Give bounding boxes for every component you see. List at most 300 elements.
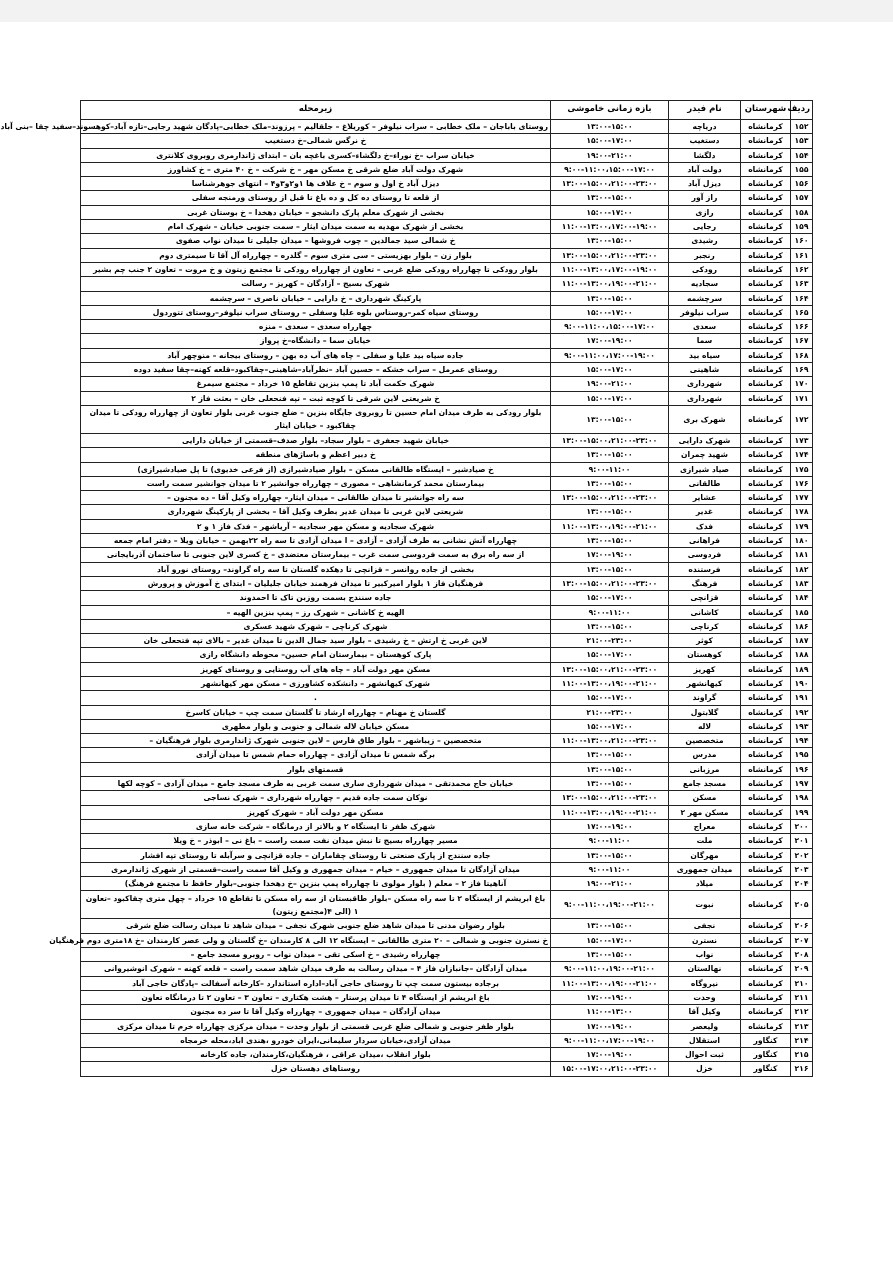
- city-cell: کرمانشاه: [741, 562, 791, 576]
- row-number-cell: ۱۹۶: [791, 762, 813, 776]
- city-cell: کرمانشاه: [741, 819, 791, 833]
- feeder-name-cell: سراب نیلوفر: [669, 305, 741, 319]
- table-row: [81, 948, 813, 962]
- table-row: [81, 634, 813, 648]
- outage-time-cell: ۱۳:۰۰-۱۵:۰۰،۲۱:۰۰-۲۳:۰۰: [551, 248, 669, 262]
- outage-time-cell: ۱۳:۰۰-۱۵:۰۰: [551, 405, 669, 433]
- row-number-cell: ۲۱۴: [791, 1033, 813, 1047]
- neighborhood-cell: بلوار انقلاب ،میدان عراقی ، فرهنگیان،کارمندان، جاده کارخانه: [81, 1048, 551, 1062]
- feeder-name-cell: کوثر: [669, 634, 741, 648]
- feeder-name-cell: گراوند: [669, 691, 741, 705]
- table-row: [81, 476, 813, 490]
- row-number-cell: ۲۰۷: [791, 933, 813, 947]
- feeder-name-cell: سیاه بید: [669, 348, 741, 362]
- row-number-cell: ۱۸۱: [791, 548, 813, 562]
- row-number-cell: ۱۶۷: [791, 334, 813, 348]
- feeder-name-cell: معراج: [669, 819, 741, 833]
- feeder-name-cell: قزانچی: [669, 591, 741, 605]
- city-cell: کرمانشاه: [741, 277, 791, 291]
- feeder-name-cell: شهرداری: [669, 391, 741, 405]
- feeder-name-cell: دولت آباد: [669, 162, 741, 176]
- neighborhood-cell: خ شریعتی لاین شرقی تا کوچه ثبت – تپه فنحعلی خان – بعثت فاز ۲: [81, 391, 551, 405]
- neighborhood-cell: پارک کوهستان – بیمارستان امام حسین– محوطه دانشگاه رازی: [81, 648, 551, 662]
- table-row: [81, 120, 813, 134]
- city-cell: کرمانشاه: [741, 862, 791, 876]
- row-number-cell: ۱۸۹: [791, 662, 813, 676]
- neighborhood-cell: بلوار رضوان مدنی تا میدان شاهد ضلع جنوبی شهرک نجفی – میدان شاهد تا میدان رسالت ضلع شرقی: [81, 919, 551, 933]
- city-cell: کرمانشاه: [741, 791, 791, 805]
- neighborhood-cell: شهرک کیهانشهر – دانشکده کشاورزی – مسکن مهر کیهانشهر: [81, 676, 551, 690]
- row-number-cell: ۱۶۰: [791, 234, 813, 248]
- city-cell: کرمانشاه: [741, 762, 791, 776]
- table-row: [81, 462, 813, 476]
- feeder-name-cell: کاشانی: [669, 605, 741, 619]
- neighborhood-cell: از سه راه برق به سمت فردوسی سمت غرب – بیمارستان معتضدی – خ کسری لاین جنوبی تا ساختمان آذربایجانی: [81, 548, 551, 562]
- neighborhood-cell: شهرک ظفر تا ایستگاه ۲ و بالاتر از درمانگاه – شرکت خانه سازی: [81, 819, 551, 833]
- header-city: شهرستان: [741, 101, 791, 120]
- table-row: [81, 605, 813, 619]
- row-number-cell: ۱۵۵: [791, 162, 813, 176]
- outage-time-cell: ۱۳:۰۰-۱۵:۰۰: [551, 120, 669, 134]
- header-row-number: ردیف: [791, 101, 813, 120]
- row-number-cell: ۱۶۹: [791, 363, 813, 377]
- city-cell: کرمانشاه: [741, 805, 791, 819]
- table-row: [81, 534, 813, 548]
- feeder-name-cell: مسکن مهر ۲: [669, 805, 741, 819]
- table-row: [81, 134, 813, 148]
- city-cell: کرمانشاه: [741, 676, 791, 690]
- table-header-row: [81, 101, 813, 120]
- neighborhood-cell: میدان آزادگان – میدان جمهوری – چهارراه وکیل آقا تا سر ده مجنون: [81, 1005, 551, 1019]
- neighborhood-cell: روستاهای دهستان خزل: [81, 1062, 551, 1076]
- city-cell: کرمانشاه: [741, 748, 791, 762]
- city-cell: کرمانشاه: [741, 248, 791, 262]
- city-cell: کرمانشاه: [741, 734, 791, 748]
- feeder-name-cell: رنجبر: [669, 248, 741, 262]
- outage-time-cell: ۱۱:۰۰-۱۳:۰۰،۱۷:۰۰-۱۹:۰۰: [551, 262, 669, 276]
- table-row: [81, 591, 813, 605]
- table-row: [81, 334, 813, 348]
- table-row: [81, 834, 813, 848]
- neighborhood-cell: بلوار زن – بلوار بهزیستی – سی متری سوم – گلدره – چهارراه آل آقا تا سیمتری دوم: [81, 248, 551, 262]
- feeder-name-cell: متخصصین: [669, 734, 741, 748]
- row-number-cell: ۱۷۸: [791, 505, 813, 519]
- outage-time-cell: ۱۵:۰۰-۱۷:۰۰: [551, 391, 669, 405]
- feeder-name-cell: رازی: [669, 205, 741, 219]
- outage-time-cell: ۱۵:۰۰-۱۷:۰۰: [551, 134, 669, 148]
- neighborhood-cell: مسکن مهر دولت آباد – چاه های آب روستایی و روستای کهریز: [81, 662, 551, 676]
- neighborhood-cell: مسکن مهر دولت آباد – شهرک کهریز: [81, 805, 551, 819]
- feeder-name-cell: مسجد جامع: [669, 777, 741, 791]
- feeder-name-cell: صیاد شیرازی: [669, 462, 741, 476]
- row-number-cell: ۱۶۵: [791, 305, 813, 319]
- row-number-cell: ۲۱۱: [791, 990, 813, 1004]
- outage-time-cell: ۱۹:۰۰-۲۱:۰۰: [551, 877, 669, 891]
- table-row: [81, 676, 813, 690]
- feeder-name-cell: خزل: [669, 1062, 741, 1076]
- table-row: [81, 719, 813, 733]
- feeder-name-cell: راز آور: [669, 191, 741, 205]
- neighborhood-cell: شهرک کرناچی – شهرک شهید عسکری: [81, 619, 551, 633]
- feeder-name-cell: نهالستان: [669, 962, 741, 976]
- outage-time-cell: ۹:۰۰-۱۱:۰۰،۱۵:۰۰-۱۷:۰۰: [551, 320, 669, 334]
- outage-time-cell: ۱۳:۰۰-۱۵:۰۰: [551, 291, 669, 305]
- row-number-cell: ۱۷۹: [791, 519, 813, 533]
- outage-time-cell: ۱۳:۰۰-۱۵:۰۰،۲۱:۰۰-۲۳:۰۰: [551, 177, 669, 191]
- city-cell: کرمانشاه: [741, 648, 791, 662]
- neighborhood-cell: جاده سنندج از پارک صنعتی تا روستای چقاماران – جاده قزانچی و سرآبله تا روستای تپه افشار: [81, 848, 551, 862]
- outage-time-cell: ۱۳:۰۰-۱۵:۰۰: [551, 505, 669, 519]
- table-row: [81, 748, 813, 762]
- outage-time-cell: ۱۷:۰۰-۱۹:۰۰: [551, 819, 669, 833]
- city-cell: کرمانشاه: [741, 534, 791, 548]
- outage-time-cell: ۱۱:۰۰-۱۳:۰۰،۱۹:۰۰-۲۱:۰۰: [551, 805, 669, 819]
- outage-time-cell: ۹:۰۰-۱۱:۰۰،۱۹:۰۰-۲۱:۰۰: [551, 891, 669, 919]
- city-cell: کرمانشاه: [741, 120, 791, 134]
- outage-time-cell: ۹:۰۰-۱۱:۰۰: [551, 834, 669, 848]
- city-cell: کرمانشاه: [741, 162, 791, 176]
- row-number-cell: ۱۵۳: [791, 134, 813, 148]
- row-number-cell: ۱۸۳: [791, 576, 813, 590]
- neighborhood-cell: شهرک سجادیه و مسکن مهر سجادیه – آریاشهر – فدک فاز ۱ و ۲: [81, 519, 551, 533]
- row-number-cell: ۲۰۵: [791, 891, 813, 919]
- city-cell: کرمانشاه: [741, 291, 791, 305]
- city-cell: کرمانشاه: [741, 848, 791, 862]
- city-cell: کرمانشاه: [741, 634, 791, 648]
- table-row: [81, 691, 813, 705]
- neighborhood-cell: روستای سیاه کمر–روستاس بلوه علیا وسفلی – روستای سراب نیلوفر–روستای تتوردول: [81, 305, 551, 319]
- city-cell: کرمانشاه: [741, 405, 791, 433]
- outage-time-cell: ۱۱:۰۰-۱۳:۰۰،۱۹:۰۰-۲۱:۰۰: [551, 676, 669, 690]
- feeder-name-cell: میدان جمهوری: [669, 862, 741, 876]
- feeder-name-cell: سجادیه: [669, 277, 741, 291]
- city-cell: کنگاور: [741, 1062, 791, 1076]
- feeder-name-cell: فدک: [669, 519, 741, 533]
- feeder-name-cell: دلگشا: [669, 148, 741, 162]
- table-row: [81, 1005, 813, 1019]
- city-cell: کرمانشاه: [741, 919, 791, 933]
- neighborhood-cell: فرهنگیان فاز ۱ بلوار امیرکبیر تا میدان فرهمند خیابان جلیلیان – ابتدای خ آموزش و پرورش: [81, 576, 551, 590]
- table-row: [81, 576, 813, 590]
- city-cell: کرمانشاه: [741, 719, 791, 733]
- neighborhood-cell: روستای عمرمل – سراب خشکه – حسین آباد –نظرآباد–شاهینی–چقاکبود–قلعه کهنه–چقا سفید دوده: [81, 363, 551, 377]
- row-number-cell: ۱۸۲: [791, 562, 813, 576]
- city-cell: کرمانشاه: [741, 777, 791, 791]
- neighborhood-cell: سه راه جوانشیر تا میدان طالقانی – میدان ایثار– چهارراه وکیل آقا – ده مجنون –: [81, 491, 551, 505]
- table-row: [81, 1033, 813, 1047]
- row-number-cell: ۱۸۵: [791, 605, 813, 619]
- row-number-cell: ۱۵۸: [791, 205, 813, 219]
- feeder-name-cell: میلاد: [669, 877, 741, 891]
- row-number-cell: ۱۷۵: [791, 462, 813, 476]
- outage-time-cell: ۱۳:۰۰-۱۵:۰۰: [551, 562, 669, 576]
- table-row: [81, 1019, 813, 1033]
- outage-time-cell: ۹:۰۰-۱۱:۰۰،۱۷:۰۰-۱۹:۰۰: [551, 348, 669, 362]
- city-cell: کرمانشاه: [741, 205, 791, 219]
- table-row: [81, 648, 813, 662]
- feeder-name-cell: ثبت احوال: [669, 1048, 741, 1062]
- row-number-cell: ۱۶۲: [791, 262, 813, 276]
- feeder-name-cell: وکیل آقا: [669, 1005, 741, 1019]
- outage-time-cell: ۱۷:۰۰-۱۹:۰۰: [551, 548, 669, 562]
- row-number-cell: ۲۰۹: [791, 962, 813, 976]
- city-cell: کرمانشاه: [741, 1005, 791, 1019]
- neighborhood-cell: گلستان خ مهنام – چهارراه ارشاد تا گلستان سمت چپ – خیابان کاسرخ: [81, 705, 551, 719]
- city-cell: کرمانشاه: [741, 320, 791, 334]
- table-row: [81, 962, 813, 976]
- row-number-cell: ۱۵۹: [791, 220, 813, 234]
- row-number-cell: ۲۱۵: [791, 1048, 813, 1062]
- neighborhood-cell: شهرک حکمت آباد تا پمپ بنزین تقاطع ۱۵ خرداد – مجتمع سیمرغ: [81, 377, 551, 391]
- table-row: [81, 405, 813, 433]
- row-number-cell: ۱۵۲: [791, 120, 813, 134]
- neighborhood-cell: میدان آزادی،خیابان سردار سلیمانی،ایران خودرو ،هندی اباد،محله خرمجاه: [81, 1033, 551, 1047]
- feeder-name-cell: عشایر: [669, 491, 741, 505]
- table-row: [81, 933, 813, 947]
- outage-time-cell: ۹:۰۰-۱۱:۰۰: [551, 462, 669, 476]
- city-cell: کرمانشاه: [741, 462, 791, 476]
- row-number-cell: ۲۰۱: [791, 834, 813, 848]
- table-row: [81, 377, 813, 391]
- row-number-cell: ۲۰۶: [791, 919, 813, 933]
- row-number-cell: ۱۹۰: [791, 676, 813, 690]
- table-row: [81, 491, 813, 505]
- city-cell: کرمانشاه: [741, 548, 791, 562]
- neighborhood-cell: میدان آزادگان –جانبازان فاز ۴ – میدان رسالت به طرف میدان شاهد سمت راست – قلعه کهنه – شهرک انوشیروانی: [81, 962, 551, 976]
- feeder-name-cell: کهریز: [669, 662, 741, 676]
- table-row: [81, 177, 813, 191]
- neighborhood-cell: آناهیتا فاز ۲ – معلم ( بلوار مولوی تا چهارراه پمپ بنزین –خ دهخدا جنوبی–بلوار حافظ تا مجتمع فرهنگ): [81, 877, 551, 891]
- feeder-name-cell: مهرگان: [669, 848, 741, 862]
- table-row: [81, 162, 813, 176]
- city-cell: کرمانشاه: [741, 505, 791, 519]
- neighborhood-cell: .: [81, 691, 551, 705]
- feeder-name-cell: طالقانی: [669, 476, 741, 490]
- city-cell: کرمانشاه: [741, 691, 791, 705]
- row-number-cell: ۱۸۶: [791, 619, 813, 633]
- city-cell: کرمانشاه: [741, 990, 791, 1004]
- neighborhood-cell: چهارراه سعدی – سعدی – منزه: [81, 320, 551, 334]
- neighborhood-cell: روستای باباجان – ملک خطابی – سراب نیلوفر – کوریلاغ – جلقالیم – پرزوند–ملک خطابی–پادگان شهید رجایی–تازه آباد–کوهسوند–سفید چقا –بنی آباد: [81, 120, 551, 134]
- row-number-cell: ۱۵۴: [791, 148, 813, 162]
- row-number-cell: ۱۶۸: [791, 348, 813, 362]
- feeder-name-cell: دستغیب: [669, 134, 741, 148]
- row-number-cell: ۱۹۷: [791, 777, 813, 791]
- feeder-name-cell: سرچشمه: [669, 291, 741, 305]
- city-cell: کرمانشاه: [741, 377, 791, 391]
- outage-time-cell: ۱۱:۰۰-۱۳:۰۰،۱۷:۰۰-۱۹:۰۰: [551, 220, 669, 234]
- city-cell: کرمانشاه: [741, 348, 791, 362]
- feeder-name-cell: گلابتول: [669, 705, 741, 719]
- feeder-name-cell: مدرس: [669, 748, 741, 762]
- city-cell: کرمانشاه: [741, 962, 791, 976]
- outage-time-cell: ۱۳:۰۰-۱۵:۰۰: [551, 848, 669, 862]
- neighborhood-cell: برجاده بیستون سمت چپ تا روستای حاجی آباد–اداره استاندارد –کارخانه آسفالت –پادگان حاجی آباد: [81, 976, 551, 990]
- feeder-name-cell: شهید چمران: [669, 448, 741, 462]
- row-number-cell: ۲۰۰: [791, 819, 813, 833]
- neighborhood-cell: برگه شمس تا میدان آزادی – چهارراه حمام شمس تا میدان آزادی: [81, 748, 551, 762]
- neighborhood-cell: بلوار رودکی تا چهارراه رودکی ضلع غربی – تعاون از چهارراه رودکی تا مجتمع زیتون و خ مروت – تعاون ۲ جنب چم بشیر: [81, 262, 551, 276]
- row-number-cell: ۱۷۷: [791, 491, 813, 505]
- city-cell: کرمانشاه: [741, 177, 791, 191]
- outage-time-cell: ۱۳:۰۰-۱۵:۰۰: [551, 191, 669, 205]
- neighborhood-cell: شهرک بسیج – آزادگان – کهریز – رسالت: [81, 277, 551, 291]
- feeder-name-cell: ولیعصر: [669, 1019, 741, 1033]
- neighborhood-cell: باغ ابریشم از ایستگاه ۲ تا سه راه مسکن –بلوار طاقبستان از سه راه مسکن تا تقاطع ۱۵ خرداد – چهل متری چقاکبود –تعاون ۱ (الی ۴(مجتمع زیتون): [81, 891, 551, 919]
- row-number-cell: ۲۰۳: [791, 862, 813, 876]
- table-row: [81, 391, 813, 405]
- feeder-name-cell: سما: [669, 334, 741, 348]
- table-row: [81, 990, 813, 1004]
- feeder-name-cell: کرناچی: [669, 619, 741, 633]
- city-cell: کرمانشاه: [741, 933, 791, 947]
- neighborhood-cell: مسیر چهارراه بسیج تا نبش میدان نفت سمت راست – باغ نی – ابوذر – خ ویلا: [81, 834, 551, 848]
- table-row: [81, 519, 813, 533]
- row-number-cell: ۱۷۳: [791, 433, 813, 447]
- feeder-name-cell: نواب: [669, 948, 741, 962]
- table-row: [81, 734, 813, 748]
- feeder-name-cell: دیزل آباد: [669, 177, 741, 191]
- table-body: [0, 120, 813, 1077]
- outage-time-cell: ۱۳:۰۰-۱۵:۰۰،۲۱:۰۰-۲۳:۰۰: [551, 791, 669, 805]
- outage-time-cell: ۱۱:۰۰-۱۳:۰۰،۱۹:۰۰-۲۱:۰۰: [551, 976, 669, 990]
- table-row: [81, 291, 813, 305]
- feeder-name-cell: رجایی: [669, 220, 741, 234]
- outage-time-cell: ۹:۰۰-۱۱:۰۰،۱۵:۰۰-۱۷:۰۰: [551, 162, 669, 176]
- table-row: [81, 548, 813, 562]
- feeder-name-cell: فراهانی: [669, 534, 741, 548]
- table-row: [81, 433, 813, 447]
- city-cell: کرمانشاه: [741, 491, 791, 505]
- outage-time-cell: ۱۳:۰۰-۱۵:۰۰،۲۱:۰۰-۲۳:۰۰: [551, 576, 669, 590]
- neighborhood-cell: چهارراه رشیدی – خ اسکی تقی – میدان نواب – روبرو مسجد جامع –: [81, 948, 551, 962]
- city-cell: کرمانشاه: [741, 576, 791, 590]
- header-feeder-name: نام فیدر: [669, 101, 741, 120]
- row-number-cell: ۱۵۷: [791, 191, 813, 205]
- outage-time-cell: ۱۳:۰۰-۱۵:۰۰: [551, 748, 669, 762]
- row-number-cell: ۱۸۰: [791, 534, 813, 548]
- feeder-name-cell: مسکن: [669, 791, 741, 805]
- city-cell: کنگاور: [741, 1033, 791, 1047]
- outage-time-cell: ۱۵:۰۰-۱۷:۰۰: [551, 363, 669, 377]
- outage-time-cell: ۱۳:۰۰-۱۵:۰۰: [551, 448, 669, 462]
- feeder-name-cell: کیهانشهر: [669, 676, 741, 690]
- feeder-name-cell: نسترن: [669, 933, 741, 947]
- feeder-name-cell: فرستنده: [669, 562, 741, 576]
- feeder-name-cell: مرزبانی: [669, 762, 741, 776]
- outage-time-cell: ۱۳:۰۰-۱۵:۰۰: [551, 948, 669, 962]
- feeder-name-cell: شهرک بری: [669, 405, 741, 433]
- outage-time-cell: ۹:۰۰-۱۱:۰۰،۱۷:۰۰-۱۹:۰۰: [551, 1033, 669, 1047]
- row-number-cell: ۱۹۴: [791, 734, 813, 748]
- feeder-name-cell: غدیر: [669, 505, 741, 519]
- table-row: [81, 805, 813, 819]
- outage-time-cell: ۱۱:۰۰-۱۳:۰۰،۱۹:۰۰-۲۱:۰۰: [551, 277, 669, 291]
- header-neighborhood: زیرمحله: [81, 101, 551, 120]
- table-row: [81, 234, 813, 248]
- row-number-cell: ۱۷۰: [791, 377, 813, 391]
- outage-time-cell: ۱۵:۰۰-۱۷:۰۰: [551, 691, 669, 705]
- outage-schedule-table: [0, 100, 813, 1077]
- neighborhood-cell: باغ ابریشم از ایستگاه ۴ تا میدان پرستار – هشت هکتاری – تعاون ۳ – تعاون ۲ تا درمانگاه تعاون: [81, 990, 551, 1004]
- city-cell: کرمانشاه: [741, 976, 791, 990]
- feeder-name-cell: رشیدی: [669, 234, 741, 248]
- outage-time-cell: ۱۹:۰۰-۲۱:۰۰: [551, 377, 669, 391]
- table-row: [81, 919, 813, 933]
- city-cell: کرمانشاه: [741, 591, 791, 605]
- neighborhood-cell: بلوار رودکی به طرف میدان امام حسین تا روبروی جایگاه بنزین – ضلع جنوب غربی بلوار تعاون از چهارراه رودکی تا میدان چقاکبود – خیابان ایثار: [81, 405, 551, 433]
- feeder-name-cell: رودکی: [669, 262, 741, 276]
- row-number-cell: ۲۰۲: [791, 848, 813, 862]
- outage-time-cell: ۱۳:۰۰-۱۵:۰۰: [551, 919, 669, 933]
- city-cell: کرمانشاه: [741, 705, 791, 719]
- feeder-name-cell: کوهستان: [669, 648, 741, 662]
- table-row: [81, 662, 813, 676]
- row-number-cell: ۲۰۴: [791, 877, 813, 891]
- neighborhood-cell: بخشی از شهرک معلم پارک دانشجو – خیابان دهخدا – خ بوستان غربی: [81, 205, 551, 219]
- feeder-name-cell: استقلال: [669, 1033, 741, 1047]
- row-number-cell: ۱۷۶: [791, 476, 813, 490]
- neighborhood-cell: از قلعه تا روستای ده کل و ده باغ تا قبل از روستای ورمنجه سفلی: [81, 191, 551, 205]
- outage-time-cell: ۱۳:۰۰-۱۵:۰۰،۲۱:۰۰-۲۳:۰۰: [551, 662, 669, 676]
- table-row: [81, 320, 813, 334]
- neighborhood-cell: میدان آزادگان تا میدان جمهوری – خیام – میدان جمهوری و وکیل آقا سمت راست–قسمتی از شهرک ژاندارمری: [81, 862, 551, 876]
- city-cell: کرمانشاه: [741, 877, 791, 891]
- outage-time-cell: ۱۵:۰۰-۱۷:۰۰: [551, 591, 669, 605]
- city-cell: کرمانشاه: [741, 262, 791, 276]
- city-cell: کرمانشاه: [741, 619, 791, 633]
- row-number-cell: ۱۵۶: [791, 177, 813, 191]
- table-row: [81, 191, 813, 205]
- neighborhood-cell: جاده سیاه بید علیا و سفلی – چاه های آب ده بهن – روستای بیجانه – منوچهر آباد: [81, 348, 551, 362]
- outage-time-cell: ۱۷:۰۰-۱۹:۰۰: [551, 990, 669, 1004]
- feeder-name-cell: شهرک دارایی: [669, 433, 741, 447]
- outage-time-cell: ۱۷:۰۰-۱۹:۰۰: [551, 1019, 669, 1033]
- city-cell: کرمانشاه: [741, 1019, 791, 1033]
- outage-time-cell: ۱۱:۰۰-۱۳:۰۰،۱۹:۰۰-۲۱:۰۰: [551, 519, 669, 533]
- outage-time-cell: ۲۱:۰۰-۲۳:۰۰: [551, 705, 669, 719]
- outage-time-cell: ۱۳:۰۰-۱۵:۰۰: [551, 777, 669, 791]
- table-row: [81, 262, 813, 276]
- neighborhood-cell: پارکینگ شهرداری – خ دارایی – خیابان ناصری – سرچشمه: [81, 291, 551, 305]
- city-cell: کرمانشاه: [741, 448, 791, 462]
- table-row: [81, 305, 813, 319]
- outage-time-cell: ۲۱:۰۰-۲۳:۰۰: [551, 634, 669, 648]
- feeder-name-cell: فردوسی: [669, 548, 741, 562]
- outage-time-cell: ۱۷:۰۰-۱۹:۰۰: [551, 334, 669, 348]
- table-row: [81, 762, 813, 776]
- row-number-cell: ۱۷۴: [791, 448, 813, 462]
- city-cell: کرمانشاه: [741, 220, 791, 234]
- feeder-name-cell: شهرداری: [669, 377, 741, 391]
- outage-time-cell: ۱۵:۰۰-۱۷:۰۰،۲۱:۰۰-۲۳:۰۰: [551, 1062, 669, 1076]
- row-number-cell: ۱۹۸: [791, 791, 813, 805]
- neighborhood-cell: بیمارستان محمد کرمانشاهی – مصوری – چهارراه جوانشیر ۲ تا میدان جوانشیر سمت راست: [81, 476, 551, 490]
- table-row: [81, 891, 813, 919]
- outage-time-cell: ۱۷:۰۰-۱۹:۰۰: [551, 1048, 669, 1062]
- row-number-cell: ۱۷۱: [791, 391, 813, 405]
- row-number-cell: ۱۶۶: [791, 320, 813, 334]
- feeder-name-cell: شاهینی: [669, 363, 741, 377]
- table-row: [81, 205, 813, 219]
- neighborhood-cell: چهارراه آتش نشانی به طرف آزادی – آزادی – ا میدان آزادی تا سه راه ۲۲بهمن – خیابان ویلا – دفتر امام جمعه: [81, 534, 551, 548]
- row-number-cell: ۲۱۶: [791, 1062, 813, 1076]
- city-cell: کرمانشاه: [741, 948, 791, 962]
- row-number-cell: ۱۹۹: [791, 805, 813, 819]
- outage-time-cell: ۱۳:۰۰-۱۵:۰۰: [551, 534, 669, 548]
- neighborhood-cell: خیابان حاج محمدتقی – میدان شهرداری ساری سمت غربی به طرف مسجد جامع – میدان آزادی – کوچه لکها: [81, 777, 551, 791]
- neighborhood-cell: خ شمالی سید جمالدین – چوب فروشها – میدان جلیلی تا میدان نواب صفوی: [81, 234, 551, 248]
